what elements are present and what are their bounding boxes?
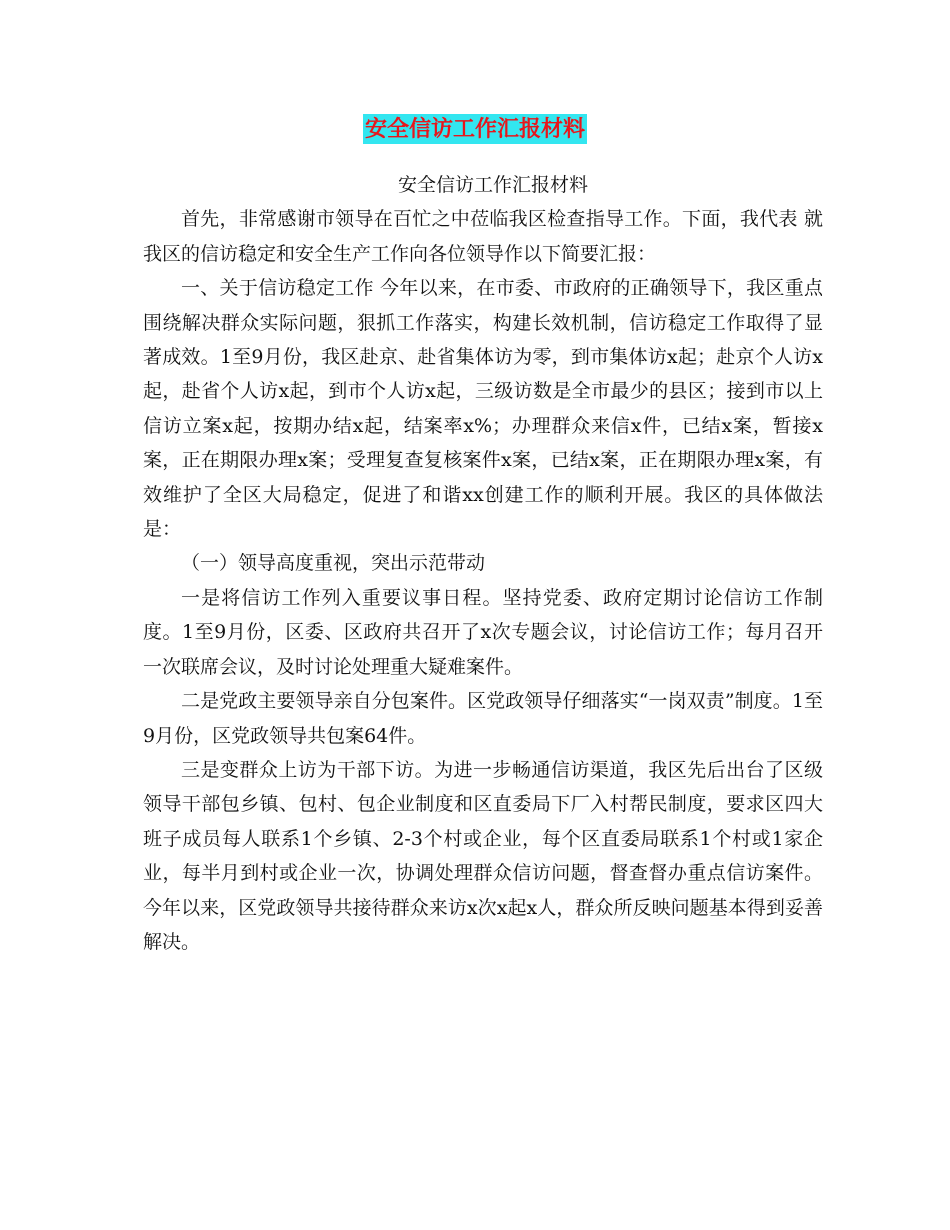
document-body <box>143 168 823 959</box>
paragraph-point-three: 三是变群众上访为干部下访。为进一步畅通信访渠道，我区先后出台了区级领导干部包乡镇、包村、包企业制度和区直委局下厂入村帮民制度，要求区四大班子成员每人联系1个乡镇、2-3个村或企业，每个区直委局联系1个村或1家企业，每半月到村或企业一次，协调处理群众信访问题，督查督办重点信访案件。今年以来，区党政领导共接待群众来访x次x起x人，群众所反映问题基本得到妥善解决。 <box>143 758 823 953</box>
paragraph-section-one: 一、关于信访稳定工作 今年以来，在市委、市政府的正确领导下，我区重点围绕解决群众实际问题，狠抓工作落实，构建长效机制，信访稳定工作取得了显著成效。1至9月份，我区赴京、赴省集体访为零，到市集体访x起；赴京个人访x起，赴省个人访x起，到市个人访x起，三级访数是全市最少的县区；接到市以上信访立案x起，按期办结x起，结案率x%；办理群众来信x件，已结x案，暂接x案，正在期限办理x案；受理复查复核案件x案，已结x案，正在期限办理x案，有效维护了全区大局稳定，促进了和谐xx创建工作的顺利开展。我区的具体做法是： <box>143 277 823 541</box>
highlighted-title-text: 安全信访工作汇报材料 <box>364 116 585 142</box>
document-subtitle: 安全信访工作汇报材料 <box>397 174 588 196</box>
paragraph-intro: 首先，非常感谢市领导在百忙之中莅临我区检查指导工作。下面，我代表 就我区的信访稳定和安全生产工作向各位领导作以下简要汇报： <box>143 208 823 265</box>
document-title <box>0 112 950 146</box>
paragraph-point-two: 二是党政主要领导亲自分包案件。区党政领导仔细落实“一岗双责”制度。1至9月份，区党政领导共包案64件。 <box>143 690 823 747</box>
paragraph-point-one: 一是将信访工作列入重要议事日程。坚持党委、政府定期讨论信访工作制度。1至9月份，区委、区政府共召开了x次专题会议，讨论信访工作；每月召开一次联席会议，及时讨论处理重大疑难案件。 <box>143 586 823 678</box>
subsection-heading: （一）领导高度重视，突出示范带动 <box>181 552 486 575</box>
